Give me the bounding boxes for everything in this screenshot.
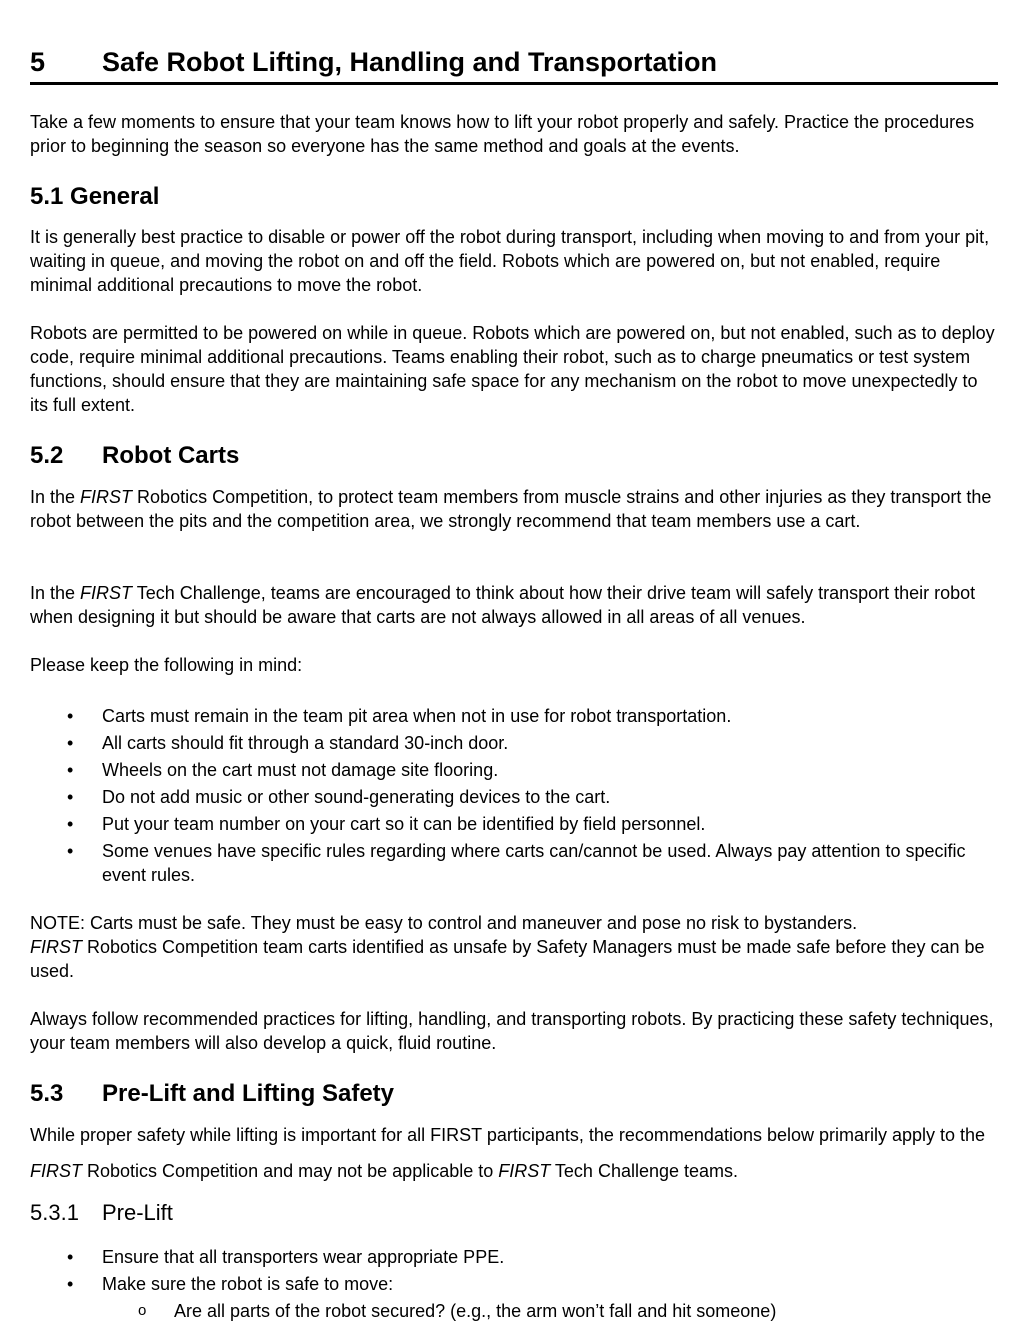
general-paragraph-1: It is generally best practice to disable or power off the robot during transport, including when moving to and from your pit, waiting in queue, and moving the robot on and off the field. Robots which are powered on, but not enabled, require minimal additional precautions to move the robot. [30,227,990,295]
carts-bullet-list [30,704,996,890]
list-item-text: Do not add music or other sound-generating devices to the cart. [102,787,611,807]
list-item [30,839,996,887]
carts-paragraph-1 [30,485,996,533]
subsubsection-number: 5.3.1 [30,1200,79,1225]
bullet-icon: • [67,814,74,834]
bullet-icon: • [67,760,74,780]
list-item [30,1245,996,1269]
first-emphasis: FIRST [30,1161,82,1181]
note-text: NOTE: Carts must be safe. They must be easy to control and maneuver and pose no risk to bystanders. [30,913,858,933]
list-item [30,812,996,836]
text-run: While proper safety while lifting is important for all FIRST participants, the recommendations below primarily apply to the [30,1125,986,1145]
general-paragraph-2: Robots are permitted to be powered on while in queue. Robots which are powered on, but not enabled, such as to deploy code, require minimal additional precautions. Teams enabling their robot, such as to charge pneumatics or test system functions, should ensure that they are maintaining safe space for any mechanism on the robot to move unexpectedly to its full extent. [30,323,995,415]
subsection-title: Pre-Lift and Lifting Safety [102,1080,395,1107]
list-item [30,731,996,755]
bullet-icon: • [67,733,74,753]
text-run: Tech Challenge teams. [550,1161,739,1181]
intro-paragraph: Take a few moments to ensure that your team knows how to lift your robot properly and safely. Practice the procedures prior to beginning the season so everyone has the same method and goals at the events. [30,112,975,156]
list-item [30,758,996,782]
subsection-title: 5.1 General [30,183,160,210]
bullet-icon: • [67,1247,74,1267]
list-item-text: All carts should fit through a standard 30-inch door. [102,733,509,753]
keep-in-mind-text: Please keep the following in mind: [30,655,303,675]
carts-paragraph-2 [30,581,996,629]
list-item-text: Are all parts of the robot secured? (e.g., the arm won’t fall and hit someone) [174,1301,777,1321]
subsection-title: Robot Carts [102,442,240,469]
subsubsection-title: Pre-Lift [102,1200,173,1225]
list-item-text: Make sure the robot is safe to move: [102,1274,394,1294]
first-emphasis: FIRST [498,1161,551,1181]
list-item-text: Some venues have specific rules regarding where carts can/cannot be used. Always pay attention to specific event rules. [102,841,966,885]
section-number: 5 [30,47,46,77]
text-run: Robotics Competition team carts identified as unsafe by Safety Managers must be made safe before they can be used. [30,937,985,981]
list-item [30,785,996,809]
bullet-icon: • [67,706,74,726]
list-item-text: Ensure that all transporters wear appropriate PPE. [102,1247,505,1267]
text-run: Robotics Competition and may not be applicable to [82,1161,499,1181]
sub-bullet-icon: o [138,1302,147,1319]
text-run: In the [30,583,81,603]
list-item-text: Carts must remain in the team pit area when not in use for robot transportation. [102,706,732,726]
always-follow-paragraph: Always follow recommended practices for lifting, handling, and transporting robots. By practicing these safety techniques, your team members will also develop a quick, fluid routine. [30,1009,994,1053]
bullet-icon: • [67,841,74,861]
note-paragraph [30,911,996,983]
text-run: In the [30,487,81,507]
section-heading [30,42,998,85]
bullet-icon: • [67,1274,74,1294]
lifting-paragraph [30,1117,996,1189]
list-item [30,1272,996,1296]
subsection-number: 5.3 [30,1080,64,1107]
first-emphasis: FIRST [80,487,133,507]
bullet-icon: • [67,787,74,807]
list-item [30,704,996,728]
text-run: Tech Challenge, teams are encouraged to think about how their drive team will safely transport their robot when designing it but should be aware that carts are not always allowed in all areas of all venues. [30,583,976,627]
sub-list-item [30,1299,996,1323]
first-emphasis: FIRST [80,583,133,603]
subsection-number: 5.2 [30,442,64,469]
list-item-text: Wheels on the cart must not damage site flooring. [102,760,499,780]
first-emphasis: FIRST [30,937,82,957]
list-item-text: Put your team number on your cart so it can be identified by field personnel. [102,814,706,834]
section-title: Safe Robot Lifting, Handling and Transportation [102,47,717,77]
prelift-bullet-list [30,1245,996,1326]
text-run: Robotics Competition, to protect team members from muscle strains and other injuries as they transport the robot between the pits and the competition area, we strongly recommend that team members use a cart. [30,487,992,531]
